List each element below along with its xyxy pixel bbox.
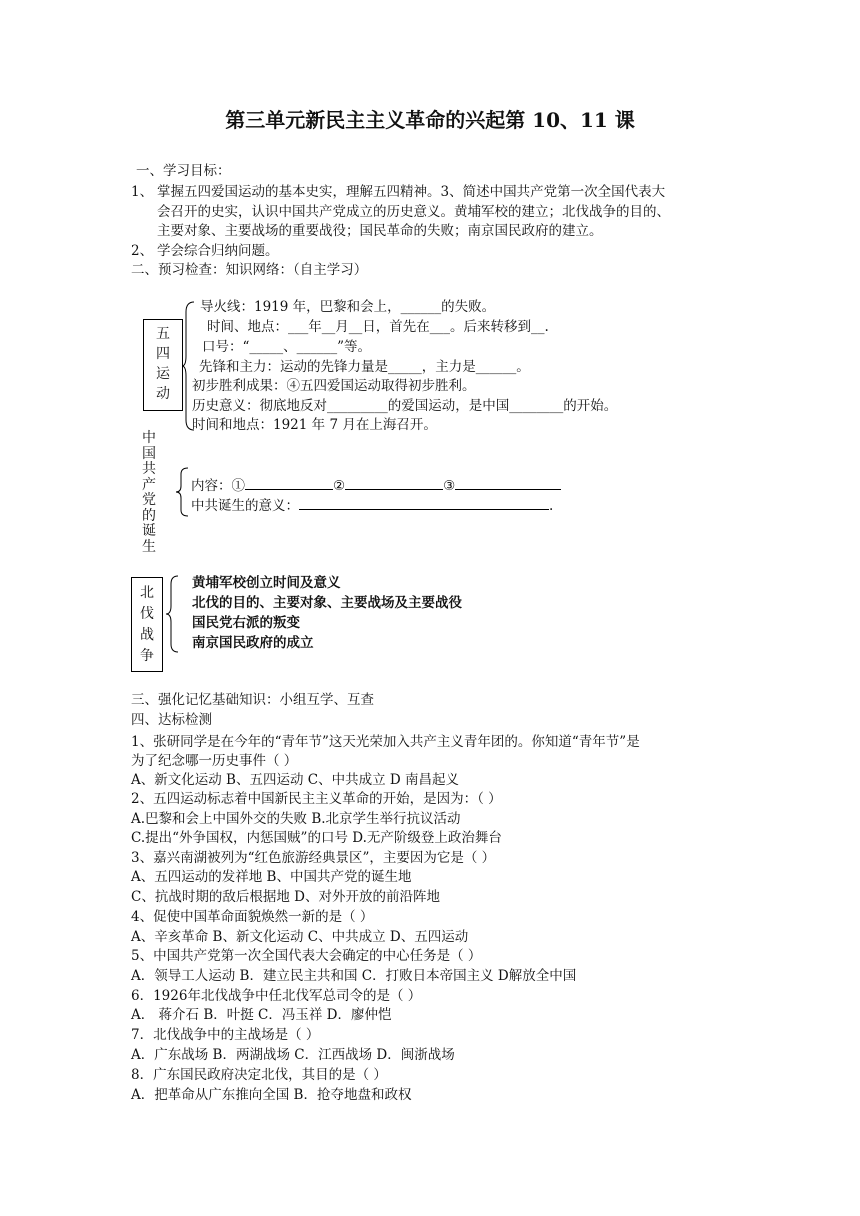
cpc-brace [176,466,190,518]
northern-purpose: 北伐的目的、主要对象、主要战场及主要战役 [192,595,462,611]
northern-label: 北 伐 战 争 [140,585,154,664]
question-line: 8．广东国民政府决定北伐，其目的是（ ） [131,1067,387,1083]
northern-whampoa: 黄埔军校创立时间及意义 [192,575,341,591]
question-line: 5、中国共产党第一次全国代表大会确定的中心任务是（ ） [131,948,482,964]
cpc-meaning: 中共诞生的意义： . [191,498,554,514]
question-line: A、新文化运动 B、五四运动 C、中共成立 D 南昌起义 [131,772,459,788]
may4-initial-victory: 初步胜利成果：④五四爱国运动取得初步胜利。 [192,378,476,394]
question-line: A． 蒋介石 B．叶挺 C．冯玉祥 D．廖仲恺 [131,1007,392,1023]
may4-vanguard: 先锋和主力：运动的先锋力量是_____，主力是______。 [199,359,530,375]
objective-1-line-2: 会召开的史实，认识中国共产党成立的历史意义。黄埔军校的建立；北伐战争的目的、 [157,204,670,220]
question-line: A．广东战场 B．两湖战场 C．江西战场 D．闽浙战场 [131,1047,455,1063]
objectives-heading: 一、学习目标： [136,163,231,179]
question-line: A．领导工人运动 B．建立民主共和国 C．打败日本帝国主义 D解放全中国 [131,968,577,984]
may4-slogan: 口号：“_____、______”等。 [202,339,372,355]
question-line: 为了纪念哪一历史事件（ ） [131,753,298,769]
question-line: A.巴黎和会上中国外交的失败 B.北京学生举行抗议活动 [131,811,461,827]
objective-1-line-3: 主要对象、主要战场的重要战役；国民革命的失败；南京国民政府的建立。 [157,223,603,239]
preview-heading: 二、预习检查：知识网络：（自主学习） [131,262,368,278]
section-3-heading: 三、强化记忆基础知识：小组互学、互查 [131,692,374,708]
cpc-time-place: 时间和地点：1921 年 7 月在上海召开。 [192,417,437,433]
question-line: C、抗战时期的敌后根据地 D、对外开放的前沿阵地 [131,889,440,905]
question-line: 1、张研同学是在今年的“青年节”这天光荣加入共产主义青年团的。你知道“青年节”是 [131,734,640,750]
question-line: 2、五四运动标志着中国新民主主义革命的开始，是因为：（ ） [131,791,502,807]
northern-nanjing: 南京国民政府的成立 [192,635,314,651]
objective-2-number: 2、 [131,243,154,259]
question-line: 3、嘉兴南湖被列为“红色旅游经典景区”，主要因为它是（ ） [131,850,496,866]
may4-time-place: 时间、地点：___年__月__日，首先在___。后来转移到__. [207,319,549,335]
question-line: A、五四运动的发祥地 B、中国共产党的诞生地 [131,869,412,885]
northern-brace [166,574,180,654]
objective-1-line-1: 掌握五四爱国运动的基本史实，理解五四精神。3、简述中国共产党第一次全国代表大 [157,184,666,200]
cpc-label: 中 国 共 产 党 的 诞 生 [142,430,156,555]
question-line: 7．北伐战争中的主战场是（ ） [131,1027,320,1043]
may4-significance: 历史意义：彻底地反对_________的爱国运动，是中国________的开始。 [192,398,618,414]
northern-betrayal: 国民党右派的叛变 [192,615,300,631]
section-4-heading: 四、达标检测 [131,712,212,728]
question-line: C.提出“外争国权，内惩国贼”的口号 D.无产阶级登上政治舞台 [131,830,502,846]
objective-2: 学会综合归纳问题。 [157,243,279,259]
may4-label: 五 四 运 动 [156,326,170,402]
page-title: 第三单元新民主主义革命的兴起第 10、11 课 [225,108,635,132]
question-line: 4、促使中国革命面貌焕然一新的是（ ） [131,909,374,925]
cpc-content: 内容：① ② ③ [191,476,561,495]
question-line: A．把革命从广东推向全国 B．抢夺地盘和政权 [131,1087,412,1103]
question-line: 6．1926年北伐战争中任北伐军总司令的是（ ） [131,988,422,1004]
question-line: A、辛亥革命 B、新文化运动 C、中共成立 D、五四运动 [131,929,469,945]
may4-trigger: 导火线：1919 年，巴黎和会上，______的失败。 [200,299,496,315]
objective-1-number: 1、 [131,184,154,200]
